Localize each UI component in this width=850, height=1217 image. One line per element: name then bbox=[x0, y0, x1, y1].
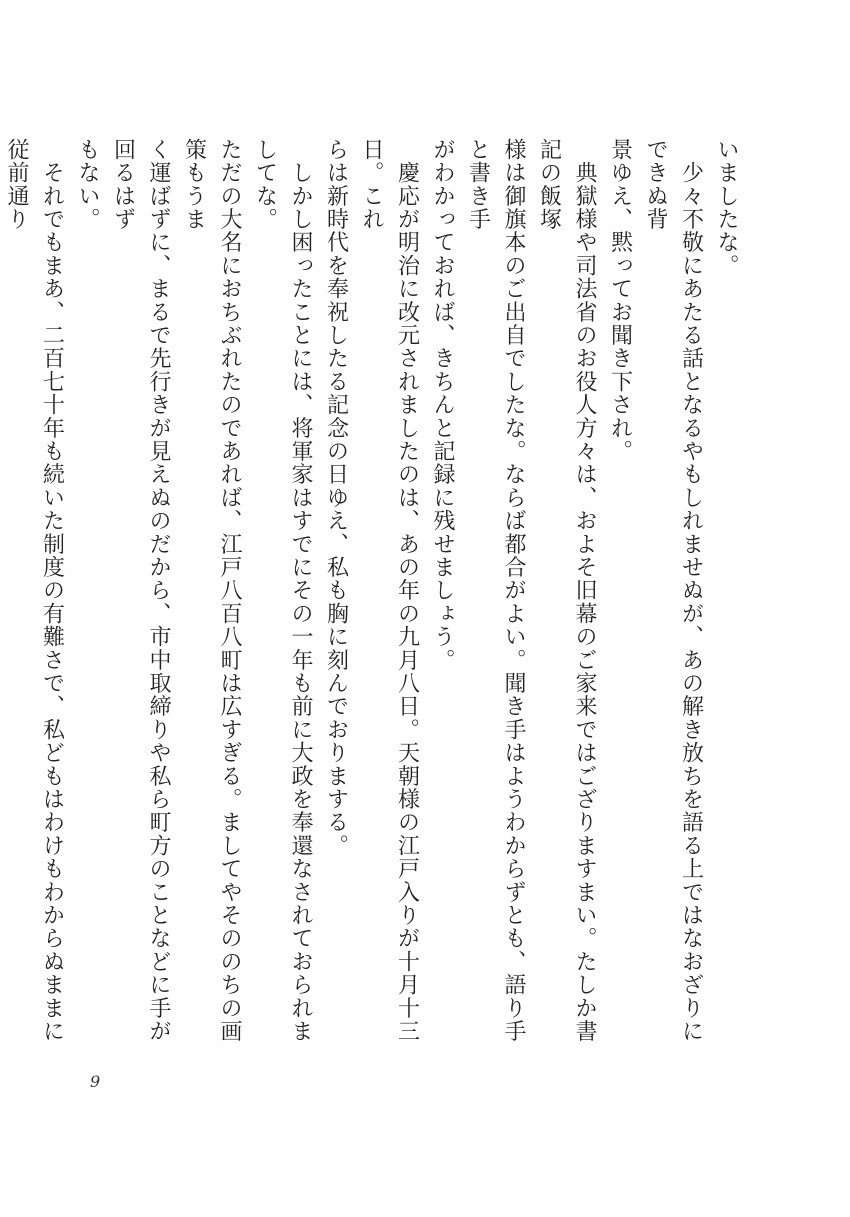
text-line: それでもまあ、二百七十年も続いた制度の有難さで、私どもはわけもわからぬままに従前通り bbox=[4, 138, 65, 1043]
text-line: 景ゆえ、黙ってお聞き下され。 bbox=[607, 138, 633, 463]
text-line: いましたな。 bbox=[714, 138, 739, 278]
vertical-text-body bbox=[4, 138, 744, 1058]
text-line: く運ばずに、まるで先行きが見えぬのだから、市中取締りや私ら町方のことなどに手が回るはず bbox=[110, 138, 171, 1043]
text-line: 様は御旗本のご出自でしたな。ならば都合がよい。聞き手はようわからずとも、語り手と書き手 bbox=[465, 138, 526, 1043]
text-line: 慶応が明治に改元されましたのは、あの年の九月八日。天朝様の江戸入りが十月十三日。これ bbox=[359, 138, 420, 1043]
text-line: ただの大名におちぶれたのであれば、江戸八百八町は広すぎる。ましてやそののちの画策もうま bbox=[181, 138, 242, 1043]
text-line: がわかっておれば、きちんと記録に残せましょう。 bbox=[430, 138, 455, 672]
text-line: らは新時代を奉祝したる記念の日ゆえ、私も胸に刻んでおりまする。 bbox=[323, 138, 349, 858]
text-line: 典獄様や司法省のお役人方々は、およそ旧幕のご家来ではござりますまい。たしか書記の飯塚 bbox=[536, 138, 597, 1043]
text-line: もない。 bbox=[75, 138, 100, 231]
text-line: しかし困ったことには、将軍家はすでにその一年も前に大政を奉還なされておられましてな。 bbox=[252, 138, 313, 1043]
text-line: 少々不敬にあたる話となるやもしれませぬが、あの解き放ちを語る上ではなおざりにできぬ背 bbox=[643, 138, 704, 1043]
page-number: 9 bbox=[90, 1072, 101, 1091]
